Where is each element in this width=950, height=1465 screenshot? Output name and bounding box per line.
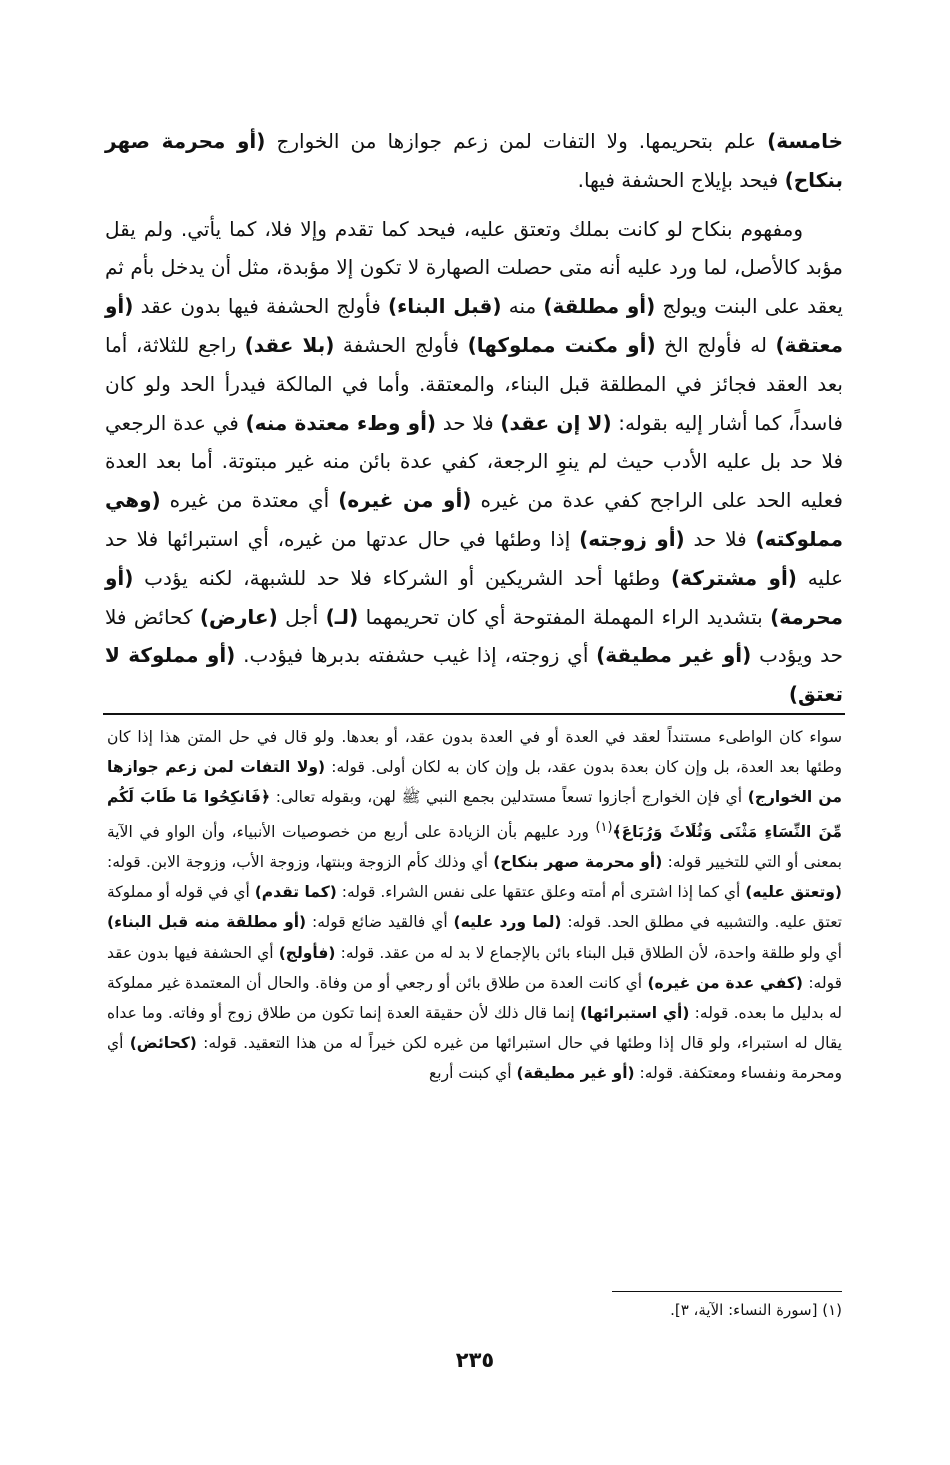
page-number: ٢٣٥: [455, 1348, 495, 1372]
bold-phrase: (لا إن عقد): [500, 410, 612, 435]
text-run: ومفهوم بنكاح لو كانت بملك وتعتق عليه، فيحد كما تقدم وإلا فلا، كما يأتي. ولم يقل مؤبد كالأصل، لما ورد عليه أنه متى حصلت الصهارة لا تكون إلا مؤبدة، مثل أن يدخل بأم ثم يعقد على البنت ويولج: [105, 216, 843, 319]
bold-phrase: (فأولج): [278, 943, 336, 962]
text-run: أي ولو طلقة واحدة، لأن الطلاق قبل البناء بائن بالإجماع لا بد له من عقد. قوله:: [335, 943, 842, 962]
bold-phrase: (وتعتق عليه): [745, 883, 842, 902]
text-run: فأولج الحشفة فيها بدون عقد: [133, 294, 388, 319]
text-run: أجل: [277, 604, 326, 629]
quran-verse: ﴿فَانكِحُوا مَا طَابَ لَكُم مِّنَ النِّسَاءِ مَثْنَى وَثُلَاثَ وَرُبَاعَ﴾: [107, 788, 842, 841]
bold-phrase: (لما ورد عليه): [453, 913, 562, 932]
text-run: في عدة الرجعي فلا حد بل عليه الأدب حيث لم ينوِ الرجعة، كفي عدة بائن منه غير مبتوتة. أما بعد العدة فعليه الحد على الراجح كفي عدة من غيره: [105, 410, 843, 513]
bold-phrase: (أو محرمة): [105, 565, 843, 629]
footnote-reference: (١): [595, 819, 613, 835]
text-run: له فأولج الخ: [655, 332, 776, 357]
text-run: أي كبنت أربع: [429, 1064, 517, 1083]
bold-phrase: خامسة): [767, 129, 843, 153]
text-run: إنما قال ذلك لأن حقيقة العدة إنما تكون من طلاق زوج أو وفاته. وما عداه يقال له استبراء، ولو قال إذا وطئها في حال استبرائها من غيره لكن خيراً له من هذا التعقيد. قوله:: [107, 1003, 842, 1053]
text-run: سواء كان الواطىء مستنداً لعقد في العدة أو في العدة بدون عقد، أو بعدها. ولو قال في حل المتن هذا إذا كان وطئها بعد العدة، بل وإن كان بعدة بدون عقد، بل وإن كان به لكان أولى. قوله:: [107, 728, 842, 777]
text-run: ورد عليهم بأن الزيادة على أربع من خصوصيات الأنبياء، وأن الواو في الآية بمعنى أو التي للتخيير قوله:: [107, 822, 842, 871]
text-run: علم بتحريمها. ولا التفات لمن زعم جوازها من الخوارج: [265, 129, 768, 153]
bold-phrase: (أو غير مطيقة): [516, 1064, 635, 1083]
text-run: أي في قوله أو مملوكة تعتق عليه. والتشبيه في مطلق الحد. قوله:: [106, 883, 842, 932]
text-run: أي الحشفة فيها بدون عقد قوله:: [107, 943, 842, 992]
commentary-paragraph: [107, 722, 842, 1089]
bold-phrase: (بلا عقد): [244, 332, 335, 357]
bold-phrase: (أو محرمة صهر بنكاح): [493, 852, 663, 871]
bold-phrase: (أو زوجته): [579, 526, 685, 551]
bold-phrase: (أو غير مطيقة): [596, 643, 752, 668]
text-run: كحائض فلا حد ويؤدب: [105, 604, 843, 668]
text-run: أي وذلك كأم الزوجة وبنتها، وزوجة الأب، وزوجة الابن. قوله:: [107, 852, 494, 871]
text-run: أي كما إذا اشترى أم أمته وعلق عتقها على نفس الشراء. قوله:: [336, 883, 746, 902]
text-run: إذا وطئها في حال عدتها من غيره، أي استبرائها فلا حد عليه: [105, 526, 844, 590]
text-run: أي معتدة من غيره: [160, 488, 339, 513]
text-run: أي زوجته، إذا غيب حشفته بدبرها فيؤدب.: [235, 643, 597, 668]
footnote: (١) [سورة النساء: الآية، ٣].: [670, 1301, 842, 1319]
text-run: وطئها أحد الشريكين أو الشركاء فلا حد للشبهة، لكنه يؤدب: [133, 565, 671, 590]
bold-phrase: (أو مطلقة): [543, 294, 656, 319]
text-run: فأولج الحشفة: [334, 332, 468, 357]
bold-phrase: (ولا التفات لمن زعم جوازها من الخوارج): [107, 758, 842, 807]
bold-phrase: (أو وطء معتدة منه): [245, 410, 437, 435]
text-run: أي فإن الخوارج أجازوا تسعاً مستدلين بجمع النبي ﷺ لهن، وبقوله تعالى:: [270, 788, 748, 807]
bold-phrase: (لـ): [325, 604, 359, 629]
bold-phrase: (أو مملوكة لا تعتق): [105, 643, 843, 707]
text-run: فيحد بإيلاج الحشفة فيها.: [577, 167, 785, 192]
text-run: بتشديد الراء المهملة المفتوحة أي كان تحريمهما: [358, 604, 771, 629]
bold-phrase: (كفي عدة من غيره): [647, 973, 803, 992]
text-run: راجع للثلاثة، أما بعد العقد فجائز في المطلقة قبل البناء، والمعتقة. وأما في المالكة فيدرأ الحد ولو كان فاسداً، كما أشار إليه بقوله:: [105, 332, 843, 435]
bold-phrase: (أو مطلقة منه قبل البناء): [107, 913, 307, 932]
bold-phrase: (أي استبرائها): [579, 1003, 690, 1022]
bold-phrase: (أو معتقة): [105, 294, 843, 357]
bold-phrase: (كما تقدم): [254, 883, 337, 902]
main-paragraph-2: [105, 210, 843, 714]
text-run: فلا حد: [684, 526, 756, 551]
main-text-divider: [103, 713, 845, 715]
bold-phrase: (أو مشتركة): [670, 565, 797, 590]
commentary-block: [107, 722, 842, 1089]
text-run: أي فالقيد ضائع قوله:: [306, 913, 454, 932]
bold-phrase: (أو محرمة صهر بنكاح): [105, 129, 843, 192]
bold-phrase: (وهي مملوكته): [105, 488, 843, 551]
bold-phrase: (أو من غيره): [338, 488, 472, 513]
main-text-block: [105, 122, 843, 714]
bold-phrase: (أو مكنت مملوكها): [467, 332, 656, 357]
text-run: أي كانت العدة من طلاق بائن أو رجعي أو من وفاة. والحال أن المعتمدة غير مملوكة له بدليل ما بعده. قوله:: [107, 973, 842, 1022]
bold-phrase: (كحائض): [129, 1034, 197, 1053]
text-run: منه: [501, 294, 544, 319]
text-run: فلا حد: [436, 410, 501, 435]
main-paragraph-1: [105, 122, 843, 200]
text-run: أي ومحرمة ونفساء ومعتكفة. قوله:: [107, 1034, 842, 1083]
bold-phrase: (عارض): [199, 604, 278, 629]
bold-phrase: (قبل البناء): [387, 294, 502, 319]
footnote-divider: [612, 1291, 842, 1292]
